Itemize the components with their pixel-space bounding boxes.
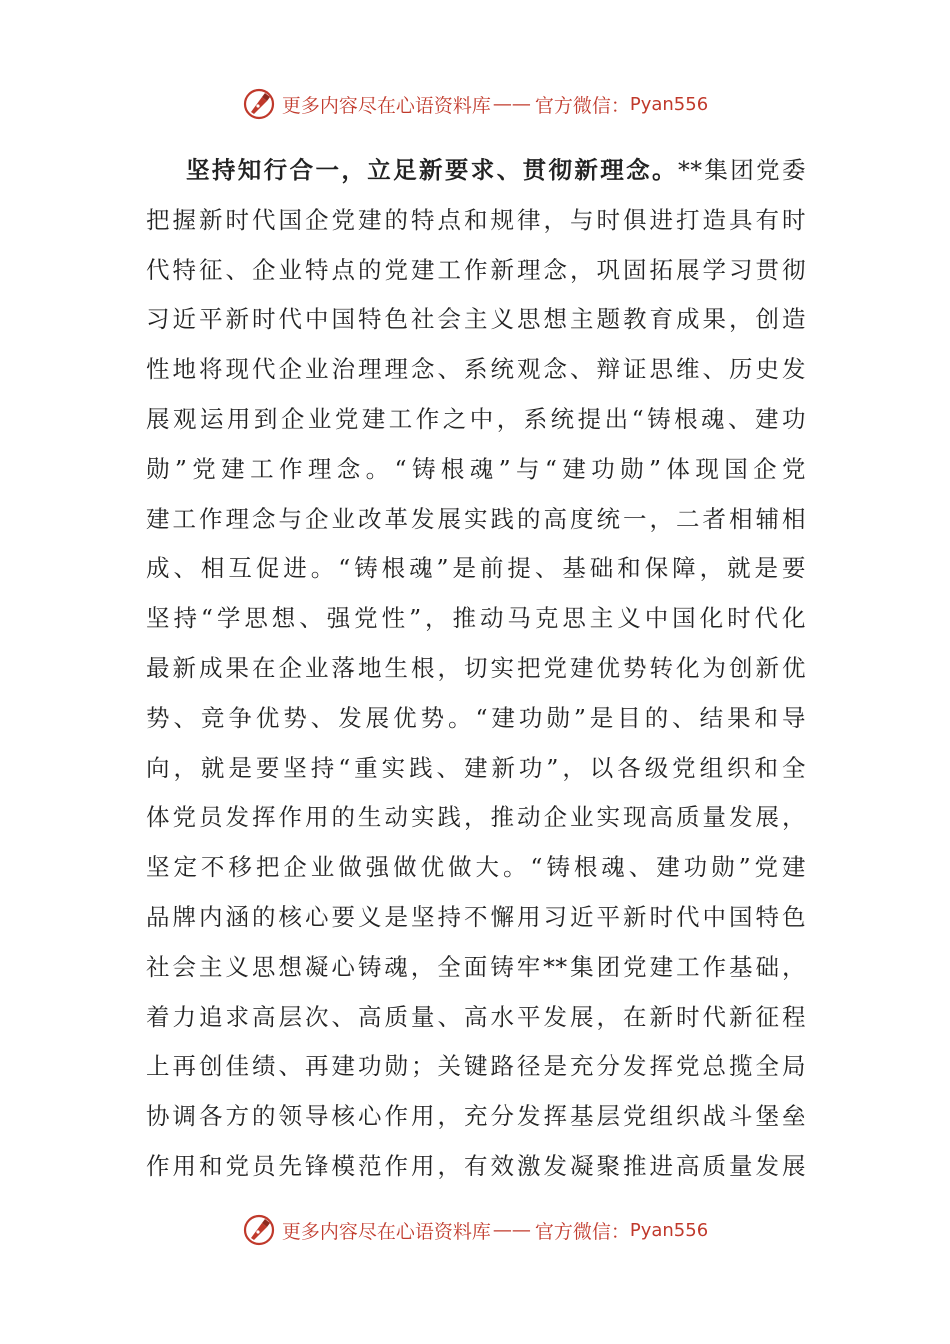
paragraph-line: 坚定不移把企业做强做优做大。“铸根魂、建功勋”党建 <box>146 853 806 882</box>
paragraph-line: 最新成果在企业落地生根，切实把党建优势转化为创新优 <box>146 653 806 682</box>
banner-dash-2: — <box>511 1219 531 1241</box>
banner-wechat-label: 官方微信： <box>534 1220 630 1243</box>
pen-nib-icon <box>242 1213 276 1247</box>
banner-dash: — <box>492 93 510 115</box>
paragraph-line: 代特征、企业特点的党建工作新理念，巩固拓展学习贯彻 <box>146 255 806 284</box>
document-body <box>146 146 806 1192</box>
footer-banner <box>0 1212 950 1248</box>
banner-dash: — <box>492 1219 510 1241</box>
paragraph-line: 建工作理念与企业改革发展实践的高度统一，二者相辅相 <box>146 504 806 533</box>
paragraph-line: 体党员发挥作用的生动实践，推动企业实现高质量发展， <box>146 803 806 832</box>
header-banner <box>0 86 950 122</box>
paragraph-line: 品牌内涵的核心要义是坚持不懈用习近平新时代中国特色 <box>146 902 806 931</box>
paragraph-line: 势、竞争优势、发展优势。“建功勋”是目的、结果和导 <box>146 703 806 732</box>
paragraph-line: 社会主义思想凝心铸魂，全面铸牢**集团党建工作基础， <box>146 952 806 981</box>
banner-wechat-id: Pyan556 <box>629 1219 709 1241</box>
paragraph-line: 着力追求高层次、高质量、高水平发展，在新时代新征程 <box>146 1002 806 1031</box>
banner-text: 更多内容尽在心语资料库 <box>281 1220 491 1243</box>
paragraph-line: 向，就是要坚持“重实践、建新功”，以各级党组织和全 <box>146 753 806 782</box>
lead-sentence: 坚持知行合一，立足新要求、贯彻新理念。 <box>186 156 678 184</box>
paragraph-line: 坚持“学思想、强党性”，推动马克思主义中国化时代化 <box>146 604 806 633</box>
paragraph-line: 习近平新时代中国特色社会主义思想主题教育成果，创造 <box>146 305 806 334</box>
banner-wechat-id: Pyan556 <box>629 93 709 115</box>
paragraph-line: 性地将现代企业治理理念、系统观念、辩证思维、历史发 <box>146 355 806 384</box>
banner-dash-2: — <box>511 93 531 115</box>
paragraph-line: 展观运用到企业党建工作之中，系统提出“铸根魂、建功 <box>146 404 806 433</box>
line-text: **集团党委 <box>677 156 806 184</box>
paragraph-line: 协调各方的领导核心作用，充分发挥基层党组织战斗堡垒 <box>146 1102 806 1131</box>
banner-wechat-label: 官方微信： <box>534 94 630 117</box>
paragraph-line: 成、相互促进。“铸根魂”是前提、基础和保障，就是要 <box>146 554 806 583</box>
pen-nib-icon <box>242 87 276 121</box>
paragraph-line <box>146 146 806 196</box>
paragraph-line: 作用和党员先锋模范作用，有效激发凝聚推进高质量发展 <box>146 1151 806 1180</box>
banner-text: 更多内容尽在心语资料库 <box>281 94 491 117</box>
paragraph-line: 勋”党建工作理念。“铸根魂”与“建功勋”体现国企党 <box>146 454 806 483</box>
paragraph-line: 把握新时代国企党建的特点和规律，与时俱进打造具有时 <box>146 205 806 234</box>
paragraph-line: 上再创佳绩、再建功勋；关键路径是充分发挥党总揽全局 <box>146 1052 806 1081</box>
